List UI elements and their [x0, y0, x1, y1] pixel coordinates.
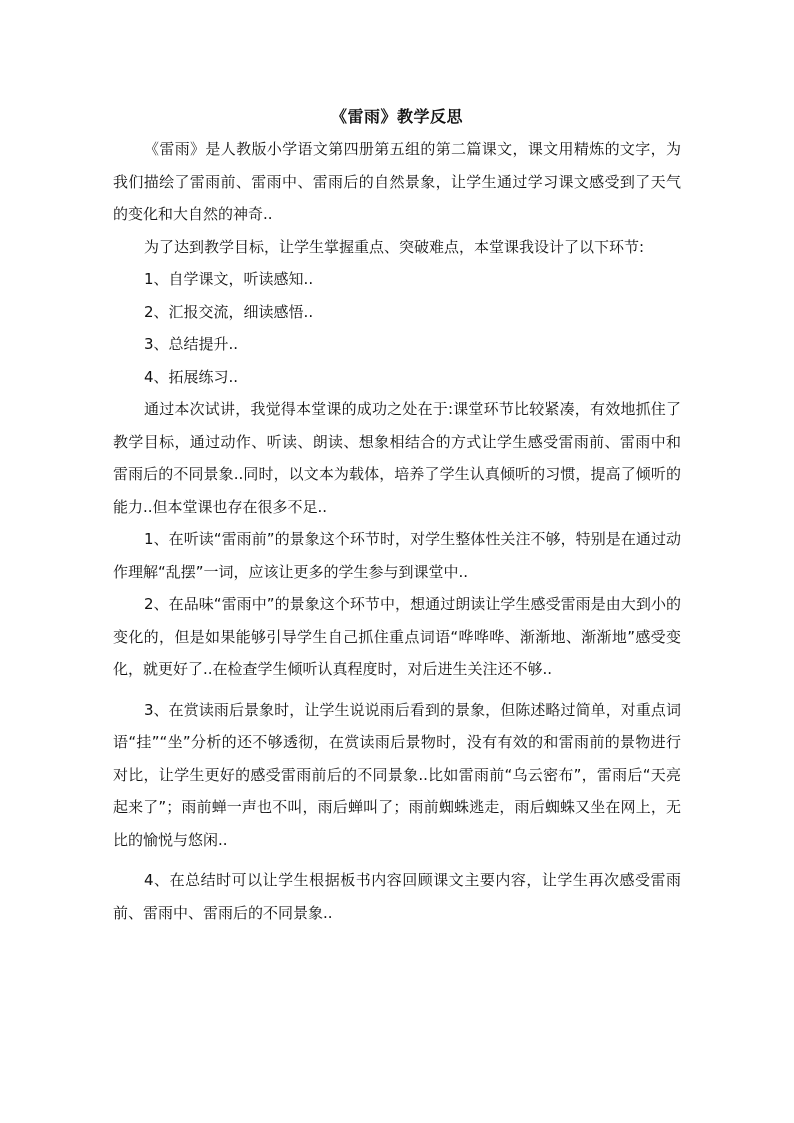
document-page: [113, 100, 681, 929]
paragraph-gap: [113, 856, 681, 864]
paragraph-intro: 《雷雨》是人教版小学语文第四册第五组的第二篇课文，课文用精炼的文字，为我们描绘了雷雨前、雷雨中、雷雨后的自然景象，让学生通过学习课文感受到了天气的变化和大自然的神奇..: [113, 140, 681, 223]
document-title: 《雷雨》教学反思: [330, 107, 463, 126]
paragraph-gap: [113, 686, 681, 694]
paragraph-design: 为了达到教学目标，让学生掌握重点、突破难点，本堂课我设计了以下环节:: [144, 237, 645, 256]
list-item-issue-3: 3、在赏读雨后景象时，让学生说说雨后看到的景象，但陈述略过简单，对重点词语“挂”“坐”分析的还不够透彻，在赏读雨后景物时，没有有效的和雷雨前的景物进行对比，让学生更好的感受雷雨前后的不同景象..比如雷雨前“乌云密布”，雷雨后“天亮起来了”；雨前蝉一声也不叫，雨后蝉叫了；雨前蜘蛛逃走，雨后蜘蛛又坐在网上，无比的愉悦与悠闲..: [113, 700, 681, 849]
paragraph-reflection: 通过本次试讲，我觉得本堂课的成功之处在于:课堂环节比较紧凑，有效地抓住了教学目标，通过动作、听读、朗读、想象相结合的方式让学生感受雷雨前、雷雨中和雷雨后的不同景象..同时，以文本为载体，培养了学生认真倾听的习惯，提高了倾听的能力..但本堂课也存在很多不足..: [113, 400, 681, 516]
list-item-step-2: 2、汇报交流，细读感悟..: [144, 302, 314, 321]
list-item-step-3: 3、总结提升..: [144, 335, 239, 353]
list-item-step-1: 1、自学课文，听读感知..: [144, 270, 314, 288]
list-item-issue-2: 2、在品味“雷雨中”的景象这个环节中，想通过朗读让学生感受雷雨是由大到小的变化的，但是如果能够引导学生自己抓住重点词语“哗哗哗、渐渐地、渐渐地”感受变化，就更好了..在检查学生倾听认真程度时，对后进生关注还不够..: [113, 595, 681, 678]
list-item-step-4: 4、拓展练习..: [144, 367, 239, 386]
list-item-issue-4: 4、在总结时可以让学生根据板书内容回顾课文主要内容，让学生再次感受雷雨前、雷雨中、雷雨后的不同景象..: [113, 871, 681, 922]
list-item-issue-1: 1、在听读“雷雨前”的景象这个环节时，对学生整体性关注不够，特别是在通过动作理解“乱摆”一词，应该让更多的学生参与到课堂中..: [113, 530, 681, 581]
